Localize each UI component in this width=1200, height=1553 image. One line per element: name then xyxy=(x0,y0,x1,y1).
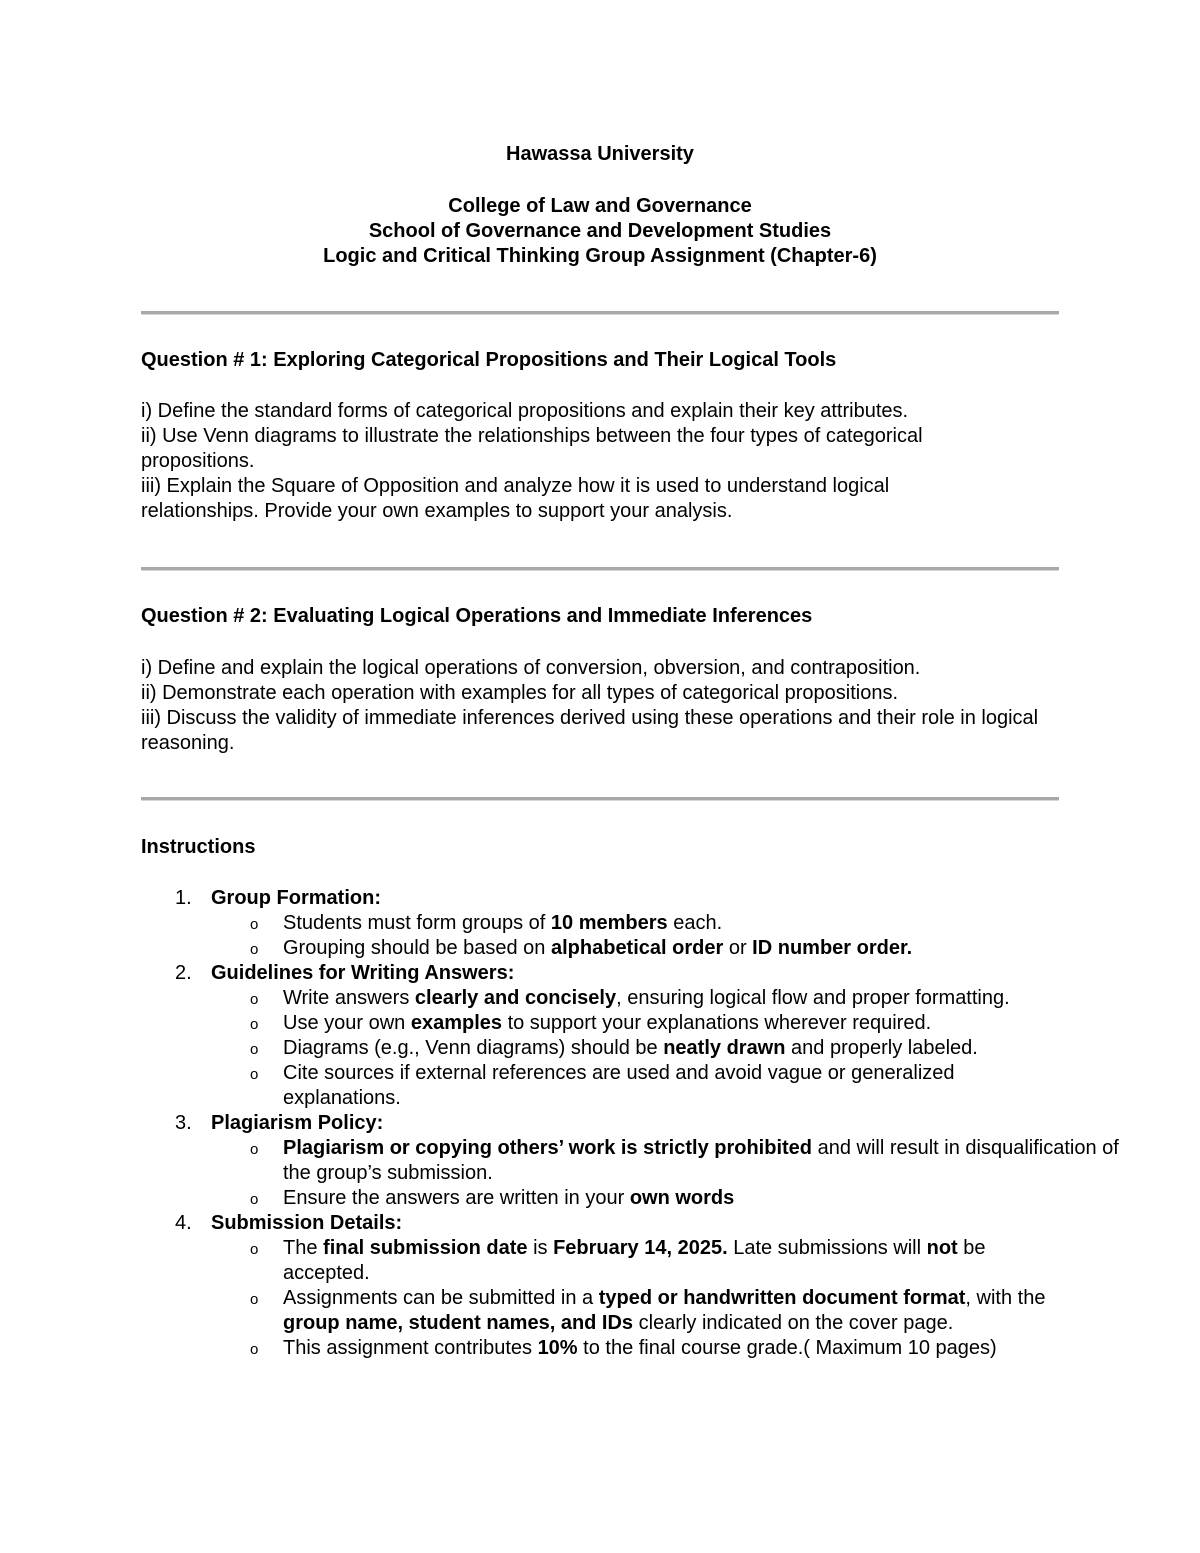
text-run: Use your own xyxy=(283,1012,411,1034)
text-run: be accepted. xyxy=(283,1237,986,1284)
section-bullets xyxy=(211,1236,1059,1361)
text-run: Ensure the answers are written in your xyxy=(283,1187,630,1209)
bullet-item xyxy=(141,1286,1059,1336)
bold-text: own words xyxy=(629,1187,735,1209)
question-1-item: iii) Explain the Square of Opposition and analyze how it is used to understand logical relationships. Provide your own examples to support your analysis. xyxy=(141,475,890,522)
section-title: Guidelines for Writing Answers: xyxy=(211,962,515,984)
text-run: Late submissions will xyxy=(727,1237,927,1259)
horizontal-divider xyxy=(141,311,1059,315)
bold-text: not xyxy=(926,1237,958,1259)
bullet-circle-icon: o xyxy=(250,1066,259,1083)
course-title: Logic and Critical Thinking Group Assignment (Chapter-6) xyxy=(323,245,877,267)
bold-text: group name, student names, and IDs xyxy=(283,1312,634,1334)
bold-text: 10% xyxy=(537,1337,578,1359)
instruction-section xyxy=(141,886,1059,961)
bullet-circle-icon: o xyxy=(250,916,259,933)
bullet-item xyxy=(141,1036,1059,1061)
bullet-circle-icon: o xyxy=(250,1141,259,1158)
question-2-title: Question # 2: Evaluating Logical Operations and Immediate Inferences xyxy=(141,605,813,627)
bullet-circle-icon: o xyxy=(250,991,259,1008)
bullet-circle-icon: o xyxy=(250,1041,259,1058)
section-title: Plagiarism Policy: xyxy=(211,1112,384,1134)
section-title: Group Formation: xyxy=(211,887,381,909)
bold-text: examples xyxy=(410,1012,503,1034)
section-bullets xyxy=(211,1136,1119,1211)
text-run: is xyxy=(527,1237,554,1259)
bullet-item xyxy=(141,1011,1183,1036)
bullet-item xyxy=(141,911,1153,936)
text-run: Grouping should be based on xyxy=(283,937,551,959)
text-run: and properly labeled. xyxy=(785,1037,978,1059)
bullet-item xyxy=(141,1061,1059,1111)
question-2-item: i) Define and explain the logical operations of conversion, obversion, and contraposition. xyxy=(141,657,921,679)
instructions-list xyxy=(141,886,1119,1361)
text-run: each. xyxy=(667,912,723,934)
bullet-circle-icon: o xyxy=(250,1291,259,1308)
instructions-numbered-list xyxy=(141,886,1119,1361)
college-name: College of Law and Governance xyxy=(448,195,752,217)
horizontal-divider xyxy=(141,797,1059,801)
text-run: Assignments can be submitted in a xyxy=(283,1287,599,1309)
bold-text: ID number order. xyxy=(752,937,913,959)
instruction-section xyxy=(141,1111,1119,1211)
bold-text: typed or handwritten document format xyxy=(598,1287,966,1309)
section-title: Submission Details: xyxy=(211,1212,403,1234)
bullet-item xyxy=(141,936,1183,961)
text-run: and will result in disqualification of the group’s submission. xyxy=(283,1137,1119,1184)
university-name: Hawassa University xyxy=(506,143,694,165)
bullet-item xyxy=(141,1336,1059,1361)
bullet-item xyxy=(141,1186,1183,1211)
question-2-items xyxy=(141,656,1059,756)
text-run: Students must form groups of xyxy=(283,912,551,934)
text-run: clearly indicated on the cover page. xyxy=(633,1312,954,1334)
bold-text: neatly drawn xyxy=(663,1037,786,1059)
section-number: 1. xyxy=(175,887,192,909)
bullet-circle-icon: o xyxy=(250,1341,259,1358)
text-run: to support your explanations wherever required. xyxy=(502,1012,932,1034)
bullet-circle-icon: o xyxy=(250,1191,259,1208)
bullet-circle-icon: o xyxy=(250,1016,259,1033)
bold-text: final submission date xyxy=(323,1237,528,1259)
text-run: Write answers xyxy=(283,987,415,1009)
school-name: School of Governance and Development Studies xyxy=(368,220,832,242)
text-run: or xyxy=(723,937,753,959)
text-run: , with the xyxy=(965,1287,1046,1309)
question-1-item: ii) Use Venn diagrams to illustrate the relationships between the four types of categorical propositions. xyxy=(141,425,923,472)
section-number: 3. xyxy=(175,1112,192,1134)
bold-text: 10 members xyxy=(550,912,668,934)
bold-text: alphabetical order xyxy=(550,937,724,959)
bold-text: Plagiarism or copying others’ work is strictly prohibited xyxy=(283,1137,813,1159)
instruction-section xyxy=(141,1211,1059,1361)
question-2-item: ii) Demonstrate each operation with examples for all types of categorical propositions. xyxy=(141,682,899,704)
document-header xyxy=(141,142,1059,269)
text-run: to the final course grade.( Maximum 10 pages) xyxy=(577,1337,997,1359)
bold-text: February 14, 2025. xyxy=(553,1237,728,1259)
instruction-section xyxy=(141,961,1059,1111)
question-1-title: Question # 1: Exploring Categorical Propositions and Their Logical Tools xyxy=(141,349,837,371)
question-2-item: iii) Discuss the validity of immediate inferences derived using these operations and their role in logical reasoning. xyxy=(141,707,1039,754)
bullet-circle-icon: o xyxy=(250,1241,259,1258)
section-bullets xyxy=(211,986,1059,1111)
bullet-item xyxy=(141,1236,1059,1286)
text-run: This assignment contributes xyxy=(283,1337,538,1359)
section-bullets xyxy=(211,911,1059,961)
horizontal-divider xyxy=(141,567,1059,571)
text-run: , ensuring logical flow and proper formatting. xyxy=(616,987,1010,1009)
instructions-title: Instructions xyxy=(141,836,256,858)
text-run: Diagrams (e.g., Venn diagrams) should be xyxy=(283,1037,664,1059)
bullet-item xyxy=(141,1136,1123,1186)
section-number: 2. xyxy=(175,962,192,984)
bullet-item xyxy=(141,986,1153,1011)
question-1-item: i) Define the standard forms of categorical propositions and explain their key attributes. xyxy=(141,400,909,422)
question-1-items xyxy=(141,399,1059,524)
bullet-circle-icon: o xyxy=(250,941,259,958)
text-run: The xyxy=(283,1237,324,1259)
bold-text: clearly and concisely xyxy=(414,987,617,1009)
text-run: Cite sources if external references are used and avoid vague or generalized explanations. xyxy=(283,1062,955,1109)
section-number: 4. xyxy=(175,1212,192,1234)
